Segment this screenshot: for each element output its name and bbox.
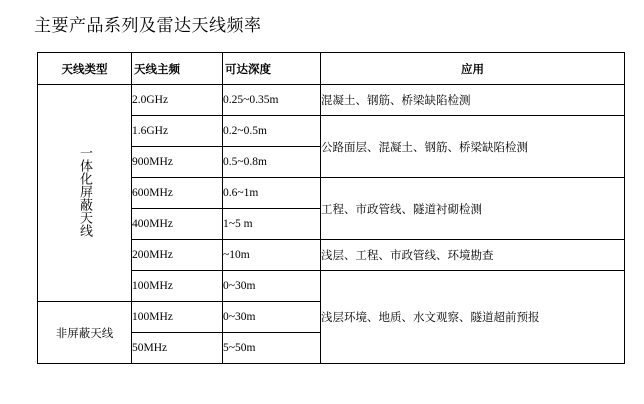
frequency-cell: 900MHz — [132, 147, 223, 178]
application-cell: 浅层、工程、市政管线、环境勘查 — [321, 240, 625, 271]
header-row — [38, 53, 625, 85]
unshielded-antenna-type-cell: 非屏蔽天线 — [38, 302, 132, 364]
application-cell: 公路面层、混凝土、钢筋、桥梁缺陷检测 — [321, 116, 625, 178]
page-title: 主要产品系列及雷达天线频率 — [34, 16, 262, 36]
frequency-cell: 200MHz — [132, 240, 223, 271]
frequency-cell: 2.0GHz — [132, 85, 223, 116]
antenna-spec-table — [37, 52, 625, 364]
header-antenna-type: 天线类型 — [38, 53, 132, 85]
application-cell: 浅层环境、地质、水文观察、隧道超前预报 — [321, 271, 625, 364]
frequency-cell: 100MHz — [132, 302, 223, 333]
frequency-cell: 600MHz — [132, 178, 223, 209]
depth-cell: 0.5~0.8m — [223, 147, 321, 178]
depth-cell: 0~30m — [223, 302, 321, 333]
frequency-cell: 400MHz — [132, 209, 223, 240]
depth-cell: 0.6~1m — [223, 178, 321, 209]
table-row — [38, 85, 625, 116]
header-main-frequency: 天线主频 — [132, 53, 223, 85]
depth-cell: 1~5 m — [223, 209, 321, 240]
application-cell: 工程、市政管线、隧道衬砌检测 — [321, 178, 625, 240]
frequency-cell: 100MHz — [132, 271, 223, 302]
shielded-antenna-label: 一体化屏蔽天线 — [77, 146, 92, 237]
header-application: 应用 — [321, 53, 625, 85]
depth-cell: 0.2~0.5m — [223, 116, 321, 147]
depth-cell: 5~50m — [223, 333, 321, 364]
frequency-cell: 50MHz — [132, 333, 223, 364]
depth-cell: 0.25~0.35m — [223, 85, 321, 116]
depth-cell: 0~30m — [223, 271, 321, 302]
frequency-cell: 1.6GHz — [132, 116, 223, 147]
shielded-antenna-type-cell — [38, 85, 132, 302]
application-cell: 混凝土、钢筋、桥梁缺陷检测 — [321, 85, 625, 116]
header-reachable-depth: 可达深度 — [223, 53, 321, 85]
depth-cell: ~10m — [223, 240, 321, 271]
